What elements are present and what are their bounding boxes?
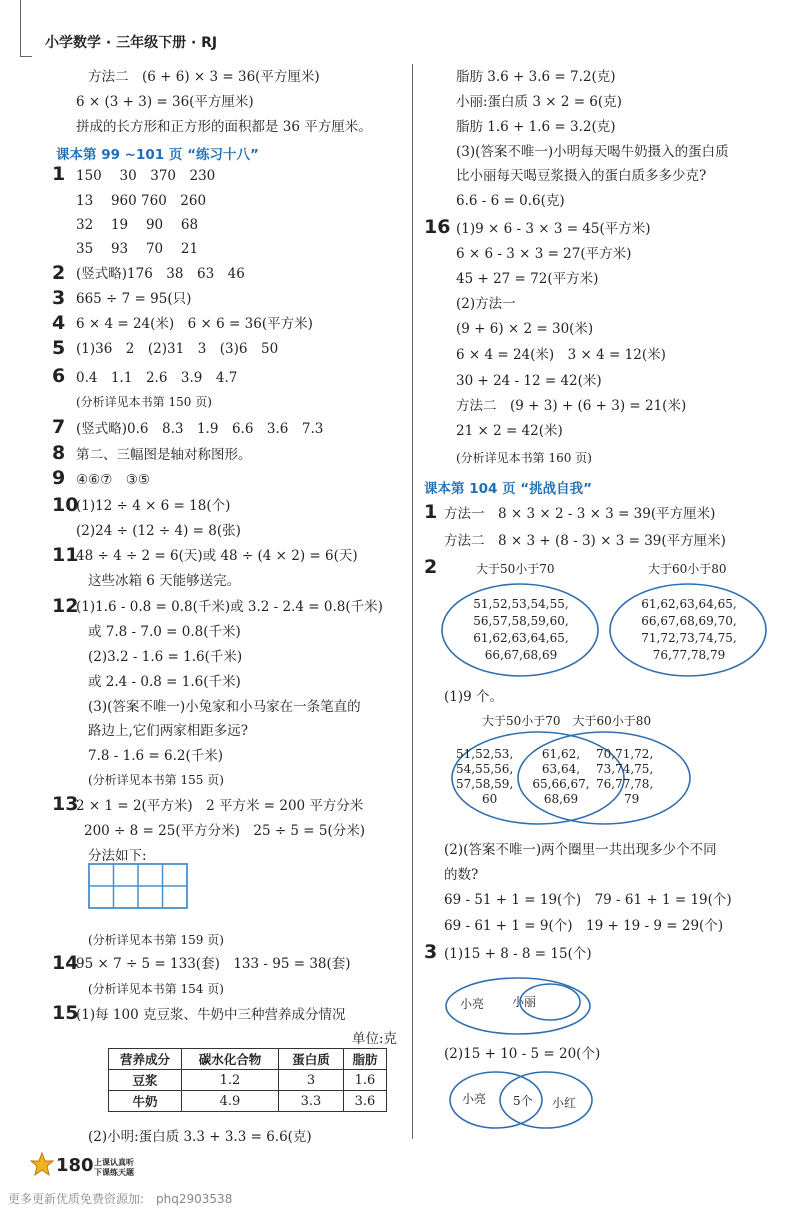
question-number: 12 (52, 595, 79, 617)
venn-right-line: 73,74,75, (596, 762, 654, 776)
question-number: 7 (52, 416, 66, 438)
answer-line: 脂肪 3.6 + 3.6 = 7.2(克) (456, 69, 616, 85)
page-number: 180 (56, 1155, 94, 1176)
venn-label: 大于50小于70 大于60小于80 (482, 714, 652, 728)
venn3-label-a2: 小亮 (462, 1092, 487, 1106)
question-number: 2 (424, 556, 438, 578)
set-a-line: 51,52,53,54,55, (473, 597, 569, 611)
answer-line: 48 ÷ 4 ÷ 2 = 6(天)或 48 ÷ (4 × 2) = 6(天) (76, 548, 358, 564)
venn-left-line: 57,58,59, (456, 777, 514, 791)
answer-line: 95 × 7 ÷ 5 = 133(套) 133 - 95 = 38(套) (76, 956, 351, 972)
answer-line: 45 + 27 = 72(平方米) (456, 271, 599, 287)
answer-line: 这些冰箱 6 天能够送完。 (88, 573, 241, 589)
answer-line: 方法二 (9 + 3) + (6 + 3) = 21(米) (456, 398, 687, 414)
table-cell: 豆浆 (109, 1070, 182, 1091)
question-number: 10 (52, 494, 79, 516)
header-corner (20, 0, 21, 56)
answer-line: 13 960 760 260 (76, 193, 207, 209)
answer-line: 69 - 51 + 1 = 19(个) 79 - 61 + 1 = 19(个) (444, 892, 732, 908)
answer-line: (分析详见本书第 155 页) (88, 773, 224, 787)
set-b-values (634, 596, 744, 664)
answer-line: 6 × (3 + 3) = 36(平方厘米) (76, 94, 254, 110)
question-number: 16 (424, 216, 451, 238)
answer-line: (分析详见本书第 159 页) (88, 933, 224, 947)
table-header: 营养成分 (109, 1049, 182, 1070)
table-header: 脂肪 (344, 1049, 387, 1070)
answer-line: (2)小明:蛋白质 3.3 + 3.3 = 6.6(克) (88, 1129, 312, 1145)
answer-line: 小丽:蛋白质 3 × 2 = 6(克) (456, 94, 622, 110)
column-divider (412, 64, 413, 1139)
table-cell: 3.3 (279, 1091, 344, 1112)
answer-line: 的数? (444, 867, 479, 883)
set-a-line: 61,62,63,64,65, (473, 631, 569, 645)
set-b-line: 66,67,68,69,70, (641, 614, 737, 628)
section-heading: 课本第 99 ~101 页 “练习十八” (56, 147, 259, 163)
answer-line: (1)15 + 8 - 8 = 15(个) (444, 946, 592, 962)
section-heading: 课本第 104 页 “挑战自我” (424, 481, 593, 497)
question-number: 13 (52, 793, 79, 815)
answer-line: (9 + 6) × 2 = 30(米) (456, 321, 594, 337)
venn-left-values (456, 747, 513, 807)
table-row (109, 1070, 387, 1091)
venn-right-values (596, 747, 653, 807)
answer-line: 69 - 61 + 1 = 9(个) 19 + 19 - 9 = 29(个) (444, 918, 724, 934)
venn3-label-b1: 小丽 (512, 995, 537, 1009)
table-cell: 1.2 (182, 1070, 279, 1091)
answer-line: 200 ÷ 8 = 25(平方分米) 25 ÷ 5 = 5(分米) (84, 823, 366, 839)
answer-line: 35 93 70 21 (76, 241, 199, 257)
venn-mid-line: 63,64, (541, 762, 581, 776)
footer-note: 更多更新优质免费资源加: phq2903538 (8, 1192, 233, 1206)
answer-line: (1)9 × 6 - 3 × 3 = 45(平方米) (456, 221, 651, 237)
venn-right-line: 79 (624, 792, 640, 806)
table-header: 蛋白质 (279, 1049, 344, 1070)
answer-line: 0.4 1.1 2.6 3.9 4.7 (76, 370, 238, 386)
table-header-row (109, 1049, 387, 1070)
division-grid-figure (88, 863, 188, 909)
question-number: 3 (424, 941, 438, 963)
answer-line: (1)9 个。 (444, 689, 504, 705)
question-number: 8 (52, 442, 66, 464)
answer-line: (1)36 2 (2)31 3 (3)6 50 (76, 341, 279, 357)
question-number: 5 (52, 337, 66, 359)
venn-mid-values (532, 747, 590, 807)
answer-line: 分法如下: (88, 848, 147, 864)
answer-line: (2)3.2 - 1.6 = 1.6(千米) (88, 649, 243, 665)
answer-line: 32 19 90 68 (76, 217, 199, 233)
question-number: 4 (52, 312, 66, 334)
set-a-line: 66,67,68,69 (484, 648, 558, 662)
answer-line: 方法二 8 × 3 + (8 - 3) × 3 = 39(平方厘米) (444, 533, 726, 549)
set-b-line: 76,77,78,79 (652, 648, 726, 662)
table-header: 碳水化合物 (182, 1049, 279, 1070)
table-cell: 牛奶 (109, 1091, 182, 1112)
answer-line: 或 7.8 - 7.0 = 0.8(千米) (88, 624, 241, 640)
answer-line: 6 × 6 - 3 × 3 = 27(平方米) (456, 246, 632, 262)
answer-line: (分析详见本书第 154 页) (88, 982, 224, 996)
header-rule (20, 56, 32, 57)
answer-line: (竖式略)0.6 8.3 1.9 6.6 3.6 7.3 (76, 421, 324, 437)
answer-line: 方法二 (6 + 6) × 3 = 36(平方厘米) (88, 69, 320, 85)
venn-mid-line: 65,66,67, (532, 777, 590, 791)
answer-line: 7.8 - 1.6 = 6.2(千米) (88, 748, 223, 764)
answer-line: (2)(答案不唯一)两个圈里一共出现多少个不同 (444, 842, 717, 858)
answer-line: (1)1.6 - 0.8 = 0.8(千米)或 3.2 - 2.4 = 0.8(千米) (76, 599, 383, 615)
question-number: 9 (52, 467, 66, 489)
venn-left-line: 51,52,53, (456, 747, 514, 761)
answer-line: (分析详见本书第 150 页) (76, 395, 212, 409)
set-b-line: 61,62,63,64,65, (641, 597, 737, 611)
answer-line: (2)24 ÷ (12 ÷ 4) = 8(张) (76, 523, 241, 539)
question-number: 15 (52, 1002, 79, 1024)
answer-line: (3)(答案不唯一)小兔家和小马家在一条笔直的 (88, 699, 361, 715)
table-cell: 3 (279, 1070, 344, 1091)
answer-line: (1)每 100 克豆浆、牛奶中三种营养成分情况 (76, 1007, 346, 1023)
answer-line: (2)方法一 (456, 296, 516, 312)
table-cell: 4.9 (182, 1091, 279, 1112)
answer-line: 方法一 8 × 3 × 2 - 3 × 3 = 39(平方厘米) (444, 506, 716, 522)
answer-line: 665 ÷ 7 = 95(只) (76, 291, 192, 307)
answer-line: 拼成的长方形和正方形的面积都是 36 平方厘米。 (76, 119, 372, 135)
table-row (109, 1091, 387, 1112)
answer-line: 6.6 - 6 = 0.6(克) (456, 193, 565, 209)
answer-line: 6 × 4 = 24(米) 6 × 6 = 36(平方米) (76, 316, 313, 332)
answer-line: 150 30 370 230 (76, 168, 216, 184)
question-number: 1 (52, 163, 66, 185)
page-header-title: 小学数学 · 三年级下册 · RJ (45, 35, 218, 51)
venn3-label-b2: 小红 (552, 1096, 577, 1110)
venn-mid-line: 61,62, (541, 747, 581, 761)
answer-line: 比小丽每天喝豆浆摄入的蛋白质多多少克? (456, 168, 707, 184)
venn-mid-line: 68,69 (543, 792, 579, 806)
venn3-label-mid2: 5个 (513, 1094, 533, 1108)
question-number: 3 (52, 287, 66, 309)
set-a-line: 56,57,58,59,60, (473, 614, 569, 628)
question-number: 1 (424, 501, 438, 523)
set-a-values (466, 596, 576, 664)
question-number: 14 (52, 952, 79, 974)
question-number: 11 (52, 544, 79, 566)
question-number: 2 (52, 262, 66, 284)
venn-left-line: 54,55,56, (456, 762, 514, 776)
answer-line: (分析详见本书第 160 页) (456, 451, 592, 465)
nutrition-table (108, 1048, 387, 1112)
answer-line: 脂肪 1.6 + 1.6 = 3.2(克) (456, 119, 616, 135)
answer-line: 第二、三幅图是轴对称图形。 (76, 447, 252, 463)
answer-line: (3)(答案不唯一)小明每天喝牛奶摄入的蛋白质 (456, 144, 729, 160)
venn-right-line: 70,71,72, (596, 747, 654, 761)
star-mascot-icon (30, 1152, 54, 1178)
answer-line: (1)12 ÷ 4 × 6 = 18(个) (76, 498, 231, 514)
venn3-label-a1: 小亮 (460, 997, 485, 1011)
answer-line: 21 × 2 = 42(米) (456, 423, 563, 439)
venn-right-line: 76,77,78, (596, 777, 654, 791)
answer-line: 30 + 24 - 12 = 42(米) (456, 373, 602, 389)
footer-slogan-bottom: 下课练天题 (94, 1168, 134, 1177)
answer-line: 2 × 1 = 2(平方米) 2 平方米 = 200 平方分米 (76, 798, 364, 814)
venn-left-line: 60 (482, 792, 498, 806)
answer-line: (2)15 + 10 - 5 = 20(个) (444, 1046, 601, 1062)
footer-slogan-top: 上课认真听 (94, 1158, 134, 1167)
answer-line: ④⑥⑦ ③⑤ (76, 472, 151, 488)
set-b-label: 大于60小于80 (648, 562, 727, 576)
answer-line: 或 2.4 - 0.8 = 1.6(千米) (88, 674, 241, 690)
answer-line: 单位:克 (352, 1031, 398, 1047)
table-cell: 1.6 (344, 1070, 387, 1091)
question-number: 6 (52, 365, 66, 387)
set-b-line: 71,72,73,74,75, (641, 631, 737, 645)
answer-line: (竖式略)176 38 63 46 (76, 266, 245, 282)
answer-line: 6 × 4 = 24(米) 3 × 4 = 12(米) (456, 347, 666, 363)
table-cell: 3.6 (344, 1091, 387, 1112)
answer-line: 路边上,它们两家相距多远? (88, 723, 249, 739)
set-a-label: 大于50小于70 (476, 562, 555, 576)
